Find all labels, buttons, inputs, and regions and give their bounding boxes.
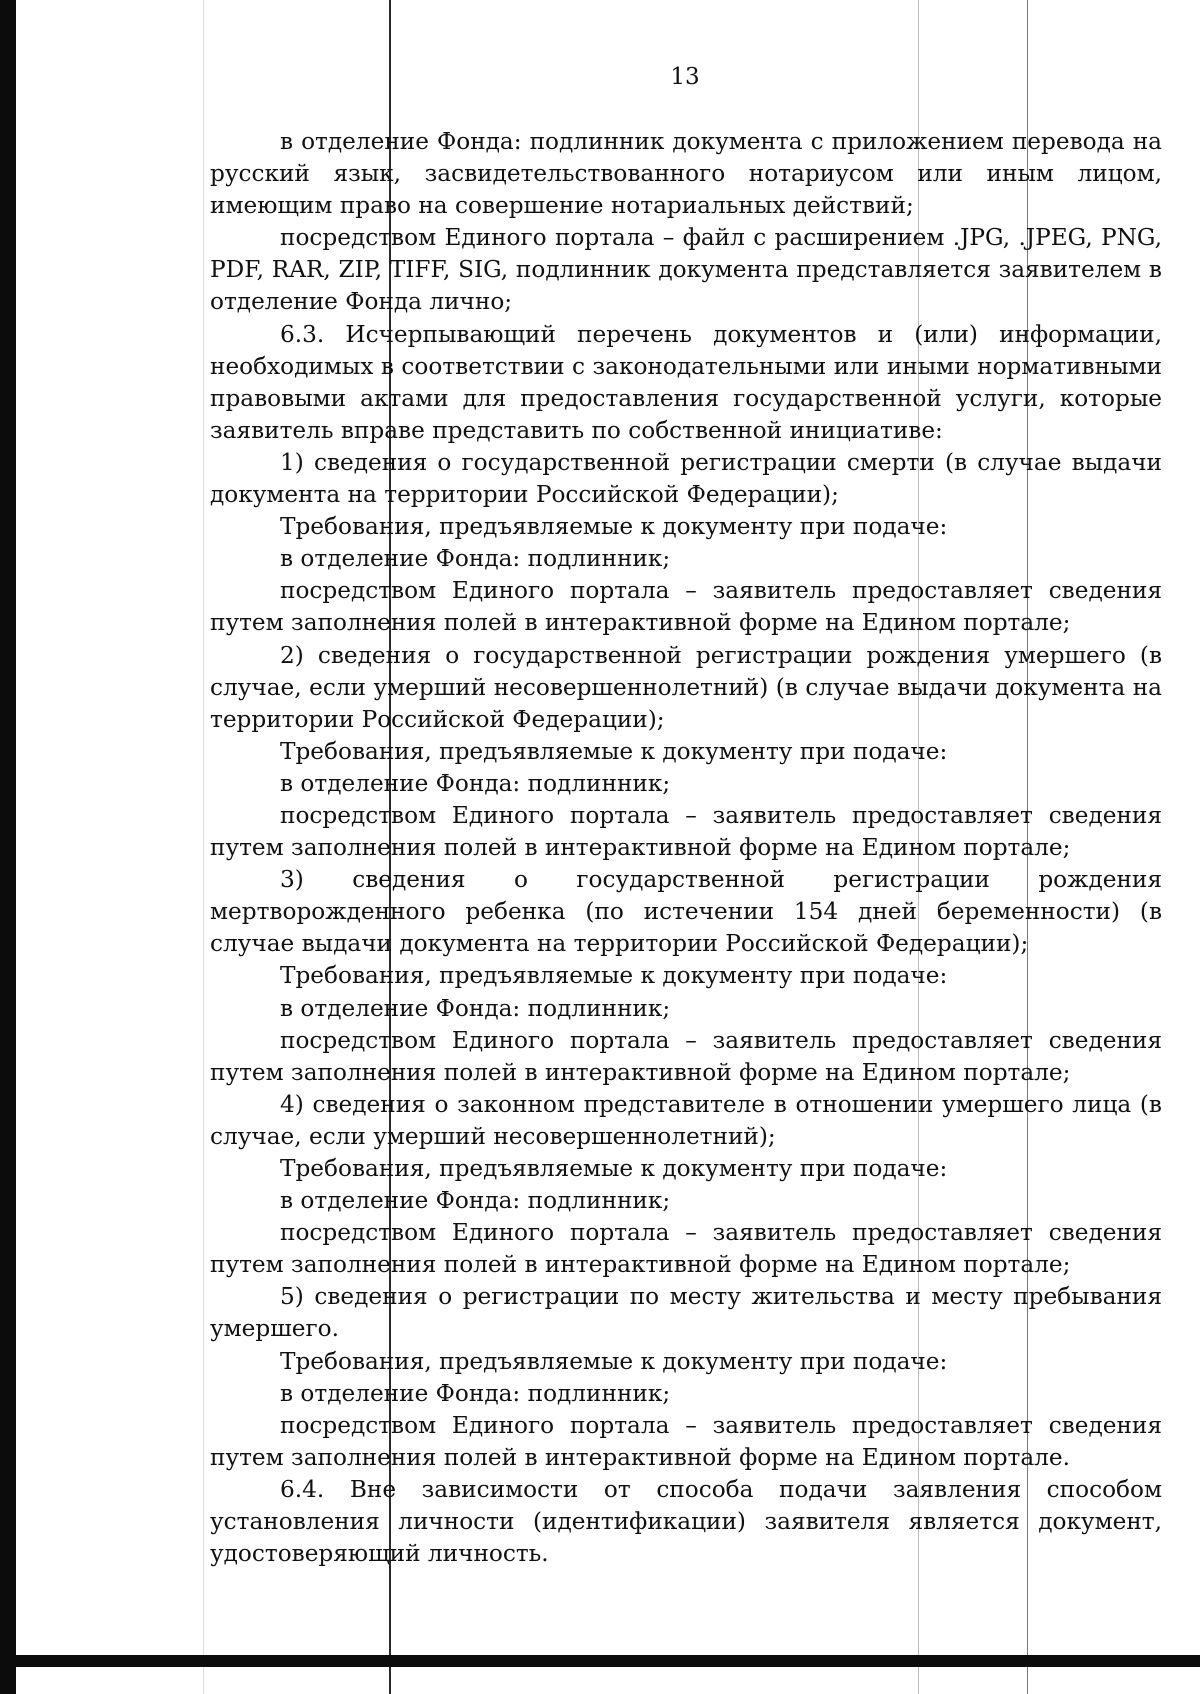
scan-left-edge — [0, 0, 16, 1694]
scan-artifact-line — [203, 0, 204, 1694]
scan-bottom-edge — [0, 1655, 1200, 1667]
paragraph: 2) сведения о государственной регистрации рождения умершего (в случае, если умерший несовершеннолетний) (в случае выдачи документа на территории Российской Федерации); — [210, 641, 1162, 733]
paragraph: 3) сведения о государственной регистрации рождения мертворожденного ребенка (по истечении 154 дней беременности) (в случае выдачи документа на территории Российской Федерации); — [210, 866, 1162, 958]
paragraph: 6.3. Исчерпывающий перечень документов и (или) информации, необходимых в соответствии с законодательными или иными нормативными правовыми актами для предоставления государственной услуги, которые заявитель вправе представить по собственной инициативе: — [210, 320, 1162, 444]
paragraph: Требования, предъявляемые к документу при подаче: — [280, 737, 948, 765]
paragraph: Требования, предъявляемые к документу при подаче: — [280, 513, 948, 541]
paragraph: в отделение Фонда: подлинник; — [280, 994, 671, 1022]
paragraph: посредством Единого портала – заявитель предоставляет сведения путем заполнения полей в интерактивной форме на Едином портале; — [210, 801, 1162, 862]
paragraph: посредством Единого портала – файл с расширением .JPG, .JPEG, PNG, PDF, RAR, ZIP, TIFF, SIG, подлинник документа представляется заявителем в отделение Фонда лично; — [210, 224, 1162, 316]
paragraph: посредством Единого портала – заявитель предоставляет сведения путем заполнения полей в интерактивной форме на Едином портале; — [210, 577, 1162, 637]
document-body — [210, 126, 1162, 1570]
paragraph: посредством Единого портала – заявитель предоставляет сведения путем заполнения полей в интерактивной форме на Едином портале. — [210, 1411, 1162, 1471]
paragraph: 6.4. Вне зависимости от способа подачи заявления способом установления личности (идентификации) заявителя является документ, удостоверяющий личность. — [210, 1475, 1162, 1568]
paragraph: 4) сведения о законном представителе в отношении умершего лица (в случае, если умерший несовершеннолетний); — [210, 1090, 1162, 1150]
paragraph: 5) сведения о регистрации по месту жительства и месту пребывания умершего. — [210, 1283, 1162, 1343]
paragraph: посредством Единого портала – заявитель предоставляет сведения путем заполнения полей в интерактивной форме на Едином портале; — [210, 1219, 1162, 1279]
paragraph: Требования, предъявляемые к документу при подаче: — [280, 1155, 948, 1182]
paragraph: в отделение Фонда: подлинник документа с приложением перевода на русский язык, засвидетельствованного нотариусом или иным лицом, имеющим право на совершение нотариальных действий; — [210, 128, 1162, 220]
paragraph: Требования, предъявляемые к документу при подаче: — [280, 962, 948, 990]
page-number: 13 — [670, 64, 700, 90]
paragraph: в отделение Фонда: подлинник; — [280, 769, 671, 797]
paragraph: 1) сведения о государственной регистрации смерти (в случае выдачи документа на территории Российской Федерации); — [210, 448, 1162, 509]
paragraph: в отделение Фонда: подлинник; — [280, 545, 671, 573]
paragraph: Требования, предъявляемые к документу при подаче: — [280, 1347, 948, 1375]
paragraph: посредством Единого портала – заявитель предоставляет сведения путем заполнения полей в интерактивной форме на Едином портале; — [210, 1026, 1162, 1086]
paragraph: в отделение Фонда: подлинник; — [280, 1379, 671, 1407]
paragraph: в отделение Фонда: подлинник; — [280, 1187, 671, 1215]
